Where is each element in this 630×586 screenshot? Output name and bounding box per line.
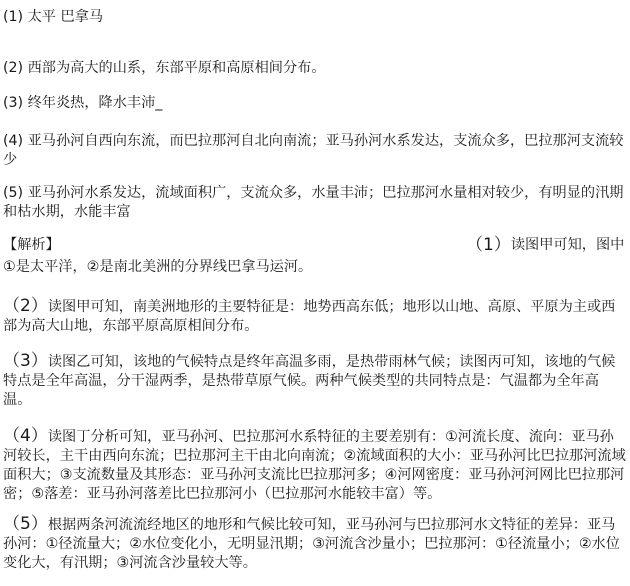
solution-item-4: (4) 亚马孙河自西向东流，而巴拉那河自北向南流；亚马孙河水系发达，支流众多，巴拉那河支流较少 [3,133,624,168]
analysis-text-2: 读图甲可知，南美洲地形的主要特征是：地势西高东低；地形以山地、高原、平原为主或西部为高大山地，东部平原高原相间分布。 [3,299,616,334]
analysis-paragraph-3 [3,352,627,410]
solution-item-2: (2) 西部为高大的山系，东部平原和高原相间分布。 [3,60,326,76]
analysis-paragraph-4 [3,427,627,504]
analysis-number-3: （3） [3,351,48,371]
analysis-paragraph-2 [3,297,627,336]
solution-item-5: (5) 亚马孙河水系发达，流域面积广，支流众多，水量丰沛；巴拉那河水量相对较少，有明显的汛期和枯水期，水能丰富 [3,185,624,220]
analysis-text-5: 根据两条河流流经地区的地形和气候比较可知，亚马孙河与巴拉那河水文特征的差异：亚马孙河：①径流量大；②水位变化小，无明显汛期；③河流含沙量小；巴拉那河：①径流量小；②水位变化大，有汛期；③河流含沙量较大等。 [3,517,620,571]
solution-item-1: (1) 太平 巴拿马 [3,9,104,25]
analysis-number-4: （4） [3,426,48,446]
analysis-number-5: （5） [3,514,48,534]
analysis-paragraph-1-tail: ①是太平洋，②是南北美洲的分界线巴拿马运河。 [3,259,313,275]
analysis-paragraph-5 [3,515,627,573]
analysis-number-1: （1） [466,235,511,255]
solution-item-3: (3) 终年炎热，降水丰沛_ [3,95,163,111]
analysis-heading: 【解析】 [3,237,60,253]
analysis-text-3: 读图乙可知，该地的气候特点是终年高温多雨，是热带雨林气候；读图丙可知，该地的气候特点是全年高温，分干湿两季，是热带草原气候。两种气候类型的共同特点是：气温都为全年高温。 [3,354,616,408]
analysis-paragraph-1-head [466,236,624,255]
analysis-number-2: （2） [3,296,48,316]
analysis-text-1-head: 读图甲可知，图中 [510,237,625,253]
analysis-text-4: 读图丁分析可知，亚马孙河、巴拉那河水系特征的主要差别有：①河流长度、流向：亚马孙河较长，主干由西向东流；巴拉那河主干由北向南流；②流域面积的大小：亚马孙河比巴拉那河流域面积大；③支流数量及其形态：亚马孙河支流比巴拉那河多；④河网密度：亚马孙河河网比巴拉那河密；⑤落差：亚马孙河落差比巴拉那河小（巴拉那河水能较丰富）等。 [3,429,626,502]
